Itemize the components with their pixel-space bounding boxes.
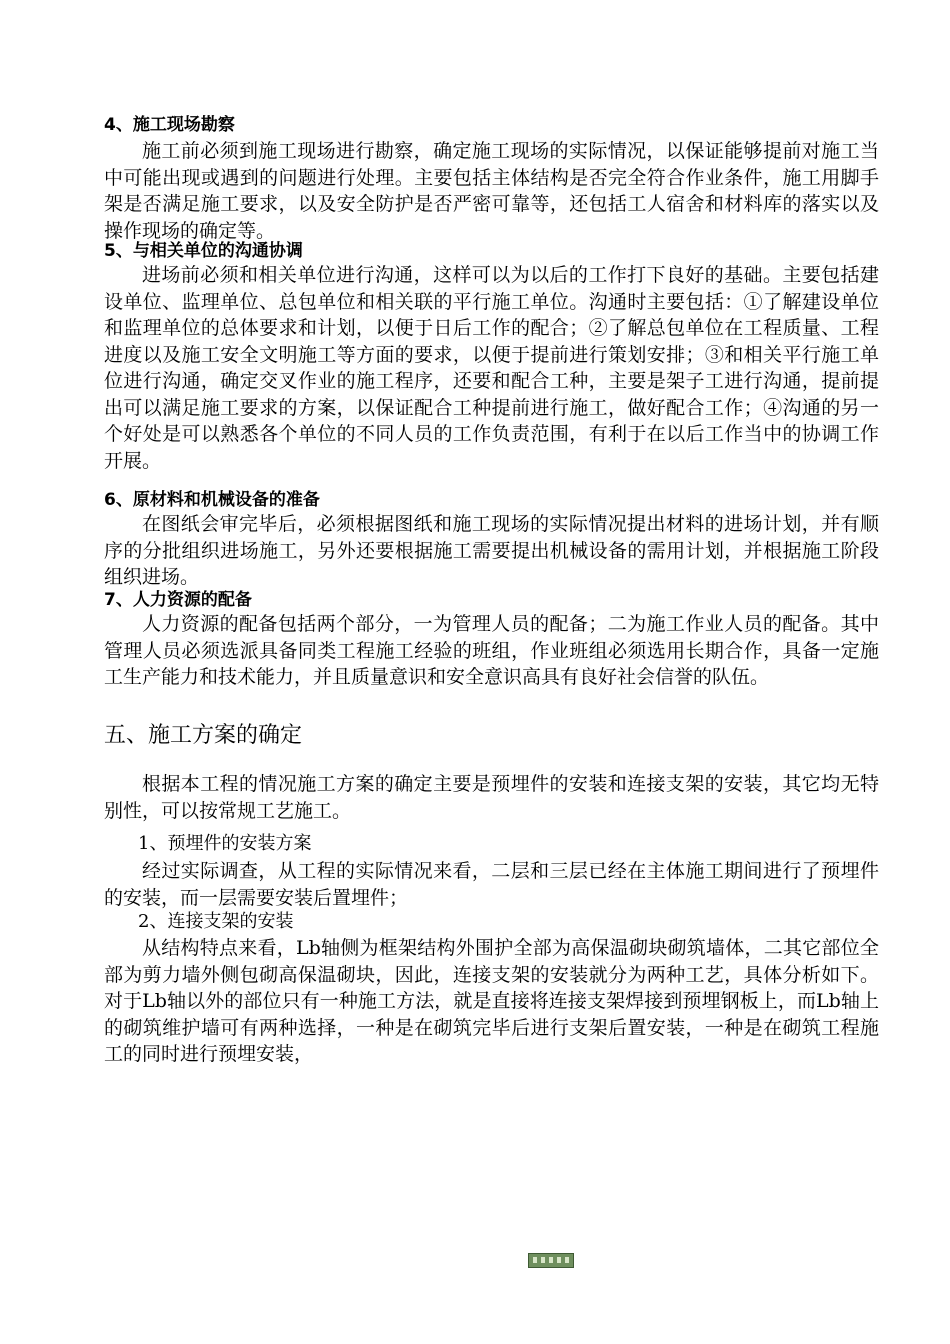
- subsection-2-text: 从结构特点来看，Lb轴侧为框架结构外围护全部为高保温砌块砌筑墙体，二其它部位全部为剪力墙外侧包砌高保温砌块，因此，连接支架的安装就分为两种工艺，具体分析如下。对于Lb轴以外的部位只有一种施工方法，就是直接将连接支架焊接到预埋钢板上，而Lb轴上的砌筑维护墙可有两种选择，一种是在砌筑完毕后进行支架后置安装，一种是在砌筑工程施工的同时进行预埋安装，: [104, 937, 879, 1065]
- chapter-title: 五、施工方案的确定: [104, 723, 303, 748]
- section-heading-7: 7、人力资源的配备: [104, 590, 252, 610]
- subsection-heading-2: 2、连接支架的安装: [138, 911, 294, 932]
- chapter-intro: 根据本工程的情况施工方案的确定主要是预埋件的安装和连接支架的安装，其它均无特别性，可以按常规工艺施工。: [104, 773, 879, 822]
- footer-logo: [528, 1253, 574, 1268]
- section-4-paragraph: 施工前必须到施工现场进行勘察，确定施工现场的实际情况，以保证能够提前对施工当中可能出现或遇到的问题进行处理。主要包括主体结构是否完全符合作业条件，施工用脚手架是否满足施工要求，以及安全防护是否严密可靠等，还包括工人宿舍和材料库的落实以及操作现场的确定等。: [104, 140, 879, 242]
- section-5-paragraph: 进场前必须和相关单位进行沟通，这样可以为以后的工作打下良好的基础。主要包括建设单位、监理单位、总包单位和相关联的平行施工单位。沟通时主要包括：①了解建设单位和监理单位的总体要求和计划，以便于日后工作的配合；②了解总包单位在工程质量、工程进度以及施工安全文明施工等方面的要求，以便于提前进行策划安排；③和相关平行施工单位进行沟通，确定交叉作业的施工程序，还要和配合工种，主要是架子工进行沟通，提前提出可以满足施工要求的方案，以保证配合工种提前进行施工，做好配合工作；④沟通的另一个好处是可以熟悉各个单位的不同人员的工作负责范围，有利于在以后工作当中的协调工作开展。: [104, 264, 879, 472]
- section-6-paragraph: 在图纸会审完毕后，必须根据图纸和施工现场的实际情况提出材料的进场计划，并有顺序的分批组织进场施工，另外还要根据施工需要提出机械设备的需用计划，并根据施工阶段组织进场。: [104, 513, 879, 588]
- subsection-heading-1: 1、预埋件的安装方案: [138, 833, 312, 854]
- section-heading-6: 6、原材料和机械设备的准备: [104, 490, 320, 510]
- subsection-1-text: 经过实际调查，从工程的实际情况来看，二层和三层已经在主体施工期间进行了预埋件的安装，而一层需要安装后置埋件；: [104, 860, 879, 909]
- section-heading-5: 5、与相关单位的沟通协调: [104, 241, 303, 261]
- section-heading-4: 4、施工现场勘察: [104, 115, 235, 135]
- section-7-paragraph: 人力资源的配备包括两个部分，一为管理人员的配备；二为施工作业人员的配备。其中管理人员必须选派具备同类工程施工经验的班组，作业班组必须选用长期合作，具备一定施工生产能力和技术能力，并且质量意识和安全意识高具有良好社会信誉的队伍。: [104, 613, 879, 688]
